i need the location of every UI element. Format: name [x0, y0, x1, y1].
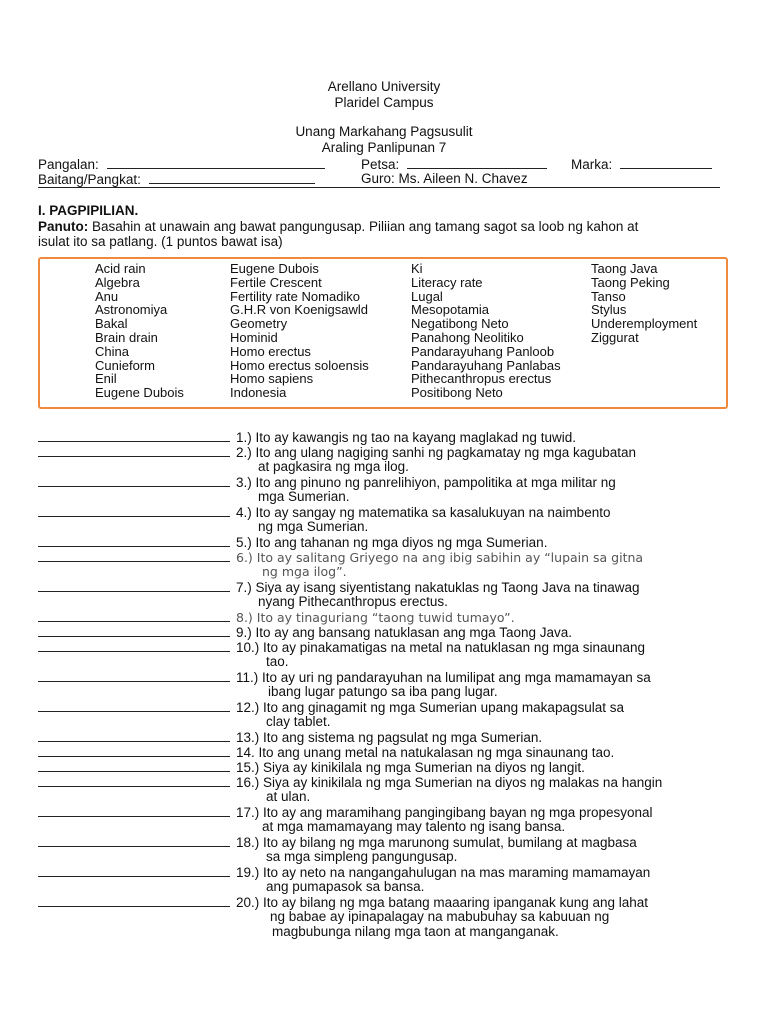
- word-bank-item: Algebra: [95, 274, 140, 290]
- question-6: [38, 549, 643, 565]
- question-2: [38, 444, 636, 460]
- word-bank-item: Astronomiya: [95, 302, 168, 318]
- question-14: [38, 744, 614, 760]
- question-text: 20.) Ito ay bilang ng mga batang maaaring ipanganak kung ang lahat: [236, 895, 649, 910]
- question-text: 8.) Ito ay tinaguriang “taong tuwid tumayo”.: [236, 610, 515, 625]
- grade-field[interactable]: [38, 171, 315, 188]
- word-bank-item: Ki: [411, 261, 423, 276]
- question-17: [38, 804, 653, 820]
- word-bank-item: Acid rain: [95, 261, 146, 276]
- question-continuation: at ulan.: [266, 789, 311, 804]
- question-18: [38, 834, 637, 850]
- word-bank-item: Enil: [95, 371, 117, 387]
- answer-blank[interactable]: [38, 624, 230, 637]
- word-bank-item: Anu: [95, 288, 119, 304]
- answer-blank[interactable]: [38, 669, 230, 682]
- word-bank-item: Literacy rate: [411, 274, 483, 290]
- university-name: Arellano University: [327, 79, 441, 94]
- word-bank-item: Homo erectus soloensis: [230, 357, 369, 373]
- question-text: 15.) Siya ay kinikilala ng mga Sumerian na diyos ng langit.: [236, 760, 585, 775]
- exam-title: Unang Markahang Pagsusulit: [295, 124, 473, 139]
- word-bank-item: Homo sapiens: [230, 371, 314, 387]
- word-bank-item: Pandarayuhang Panlabas: [411, 357, 561, 373]
- question-16: [38, 774, 662, 790]
- question-text: 10.) Ito ay pinakamatigas na metal na natuklasan ng mga sinaunang: [236, 640, 646, 655]
- word-bank-item: Fertile Crescent: [230, 274, 322, 290]
- directions-label: Panuto:: [38, 219, 89, 234]
- answer-blank[interactable]: [38, 609, 230, 622]
- word-bank-item: Mesopotamia: [411, 302, 490, 318]
- answer-blank[interactable]: [38, 894, 230, 907]
- word-bank-item: Eugene Dubois: [95, 385, 184, 401]
- question-continuation: mga Sumerian.: [258, 489, 350, 504]
- question-text: 19.) Ito ay neto na nangangahulugan na mas maraming mamamayan: [236, 865, 651, 880]
- question-continuation: ibang lugar patungo sa iba pang lugar.: [268, 684, 498, 699]
- question-3: [38, 474, 616, 490]
- question-continuation: nyang Pithecanthropus erectus.: [258, 594, 448, 609]
- word-bank-item: Pithecanthropus erectus: [411, 371, 552, 387]
- answer-blank[interactable]: [38, 549, 230, 562]
- question-text: 1.) Ito ay kawangis ng tao na kayang maglakad ng tuwid.: [236, 430, 576, 445]
- question-continuation: at mga mamamayang may talento ng isang bansa.: [262, 819, 566, 834]
- question-text: 17.) Ito ay ang maramihang pangingibang bayan ng mga propesyonal: [236, 805, 653, 820]
- score-blank[interactable]: [620, 156, 712, 169]
- grade-blank[interactable]: [149, 171, 315, 184]
- question-text: 4.) Ito ay sangay ng matematika sa kasalukuyan na naimbento: [236, 505, 611, 520]
- campus-name: Plaridel Campus: [334, 95, 434, 110]
- word-bank-item: Negatibong Neto: [411, 316, 509, 332]
- answer-blank[interactable]: [38, 774, 230, 787]
- word-bank-item: Lugal: [411, 288, 443, 304]
- score-label: Marka:: [571, 157, 613, 172]
- question-15: [38, 759, 585, 775]
- word-bank-item: Underemployment: [591, 316, 698, 332]
- teacher-field: Guro: Ms. Aileen N. Chavez: [361, 171, 528, 186]
- question-text: 9.) Ito ay ang bansang natuklasan ang mga Taong Java.: [236, 625, 572, 640]
- word-bank-col-4: [591, 262, 697, 345]
- section-title: I. PAGPIPILIAN.: [38, 203, 139, 218]
- name-blank[interactable]: [107, 156, 325, 169]
- question-19: [38, 864, 650, 880]
- subject-title: Araling Panlipunan 7: [321, 140, 447, 155]
- answer-blank[interactable]: [38, 429, 230, 442]
- question-20: [38, 894, 648, 910]
- word-bank-item: Taong Peking: [591, 274, 670, 290]
- question-5: [38, 534, 547, 550]
- answer-blank[interactable]: [38, 534, 230, 547]
- word-bank-col-3: [411, 262, 561, 400]
- question-continuation: sa mga simpleng pangungusap.: [266, 849, 458, 864]
- question-8: [38, 609, 515, 625]
- question-continuation: at pagkasira ng mga ilog.: [258, 459, 409, 474]
- question-12: [38, 699, 624, 715]
- question-continuation: ang pumapasok sa bansa.: [266, 879, 425, 894]
- answer-blank[interactable]: [38, 639, 230, 652]
- word-bank-item: Ziggurat: [591, 329, 639, 345]
- question-text: 2.) Ito ang ulang nagiging sanhi ng pagkamatay ng mga kagubatan: [236, 445, 637, 460]
- question-1: [38, 429, 576, 445]
- answer-blank[interactable]: [38, 864, 230, 877]
- answer-blank[interactable]: [38, 834, 230, 847]
- word-bank-item: Geometry: [230, 316, 288, 332]
- question-continuation: magbubunga nilang mga taon at manganganak.: [272, 924, 559, 939]
- question-continuation: tao.: [266, 654, 289, 669]
- word-bank-item: Hominid: [230, 329, 278, 345]
- question-7: [38, 579, 640, 595]
- word-bank-item: Taong Java: [591, 261, 658, 276]
- question-11: [38, 669, 651, 685]
- grade-label: Baitang/Pangkat:: [38, 172, 141, 187]
- question-4: [38, 504, 610, 520]
- answer-blank[interactable]: [38, 759, 230, 772]
- word-bank-item: Tanso: [591, 288, 626, 304]
- question-13: [38, 729, 542, 745]
- question-text: 18.) Ito ay bilang ng mga marunong sumulat, bumilang at magbasa: [236, 835, 637, 850]
- word-bank-item: Stylus: [591, 302, 627, 318]
- word-bank-item: G.H.R von Koenigsawld: [230, 302, 369, 318]
- question-text: 11.) Ito ay uri ng pandarayuhan na lumilipat ang mga mamamayan sa: [236, 670, 651, 685]
- answer-blank[interactable]: [38, 474, 230, 487]
- word-bank-item: Homo erectus: [230, 343, 311, 359]
- word-bank-item: Pandarayuhang Panloob: [411, 343, 555, 359]
- answer-blank[interactable]: [38, 744, 230, 757]
- word-bank-item: Brain drain: [95, 329, 158, 345]
- word-bank-item: Panahong Neolitiko: [411, 329, 524, 345]
- answer-blank[interactable]: [38, 699, 230, 712]
- directions-line-1: [38, 219, 638, 235]
- word-bank-item: Cunieform: [95, 357, 155, 373]
- question-text: 7.) Siya ay isang siyentistang nakatuklas ng Taong Java na tinawag: [236, 580, 640, 595]
- word-bank-col-1: [95, 262, 184, 400]
- question-continuation: ng babae ay ipinapalagay na mabubuhay sa kabuuan ng: [270, 909, 610, 924]
- word-bank-item: Fertility rate Nomadiko: [230, 288, 361, 304]
- word-bank-item: Indonesia: [230, 385, 287, 401]
- question-continuation: ng mga ilog”.: [262, 564, 347, 579]
- question-text: 13.) Ito ang sistema ng pagsulat ng mga Sumerian.: [236, 730, 543, 745]
- score-field[interactable]: [571, 156, 712, 173]
- answer-blank[interactable]: [38, 579, 230, 592]
- question-continuation: ng mga Sumerian.: [258, 519, 369, 534]
- answer-blank[interactable]: [38, 504, 230, 517]
- answer-blank[interactable]: [38, 729, 230, 742]
- answer-blank[interactable]: [38, 444, 230, 457]
- question-text: 12.) Ito ang ginagamit ng mga Sumerian upang makapagsulat sa: [236, 700, 624, 715]
- question-10: [38, 639, 645, 655]
- directions-text: Basahin at unawain ang bawat pangungusap. Piliian ang tamang sagot sa loob ng kahon at: [88, 219, 639, 234]
- answer-blank[interactable]: [38, 804, 230, 817]
- word-bank-item: Bakal: [95, 316, 128, 332]
- question-text: 3.) Ito ang pinuno ng panrelihiyon, pampolitika at mga militar ng: [236, 475, 616, 490]
- header-divider: [38, 187, 720, 188]
- question-text: 6.) Ito ay salitang Griyego na ang ibig sabihin ay “lupain sa gitna: [236, 550, 644, 565]
- date-blank[interactable]: [407, 156, 547, 169]
- question-continuation: clay tablet.: [266, 714, 331, 729]
- word-bank-item: China: [95, 343, 129, 359]
- date-label: Petsa:: [361, 157, 400, 172]
- name-label: Pangalan:: [38, 157, 99, 172]
- question-9: [38, 624, 572, 640]
- word-bank-item: Eugene Dubois: [230, 261, 319, 276]
- question-text: 16.) Siya ay kinikilala ng mga Sumerian na diyos ng malakas na hangin: [236, 775, 663, 790]
- word-bank-col-2: [230, 262, 369, 400]
- question-text: 14. Ito ang unang metal na natukalasan ng mga sinaunang tao.: [236, 745, 615, 760]
- directions-line-2: isulat ito sa patlang. (1 puntos bawat isa): [38, 234, 283, 249]
- question-text: 5.) Ito ang tahanan ng mga diyos ng mga Sumerian.: [236, 535, 548, 550]
- word-bank-item: Positibong Neto: [411, 385, 503, 401]
